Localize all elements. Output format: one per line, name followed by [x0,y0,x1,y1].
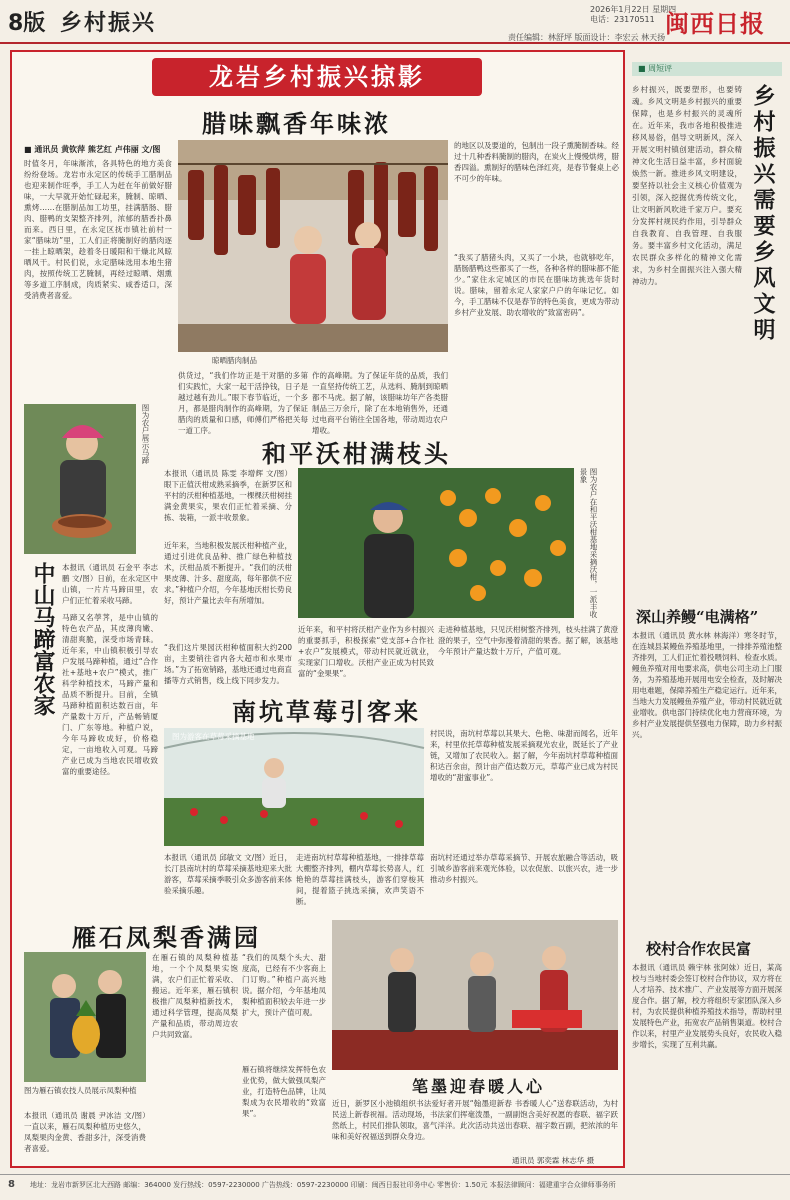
commentary-body: 乡村振兴，既要塑形，也要铸魂。乡风文明是乡村振兴的重要保障，也是乡村振兴的灵魂所在。近年来，我市各地积极推进移风易俗，倡导文明新风，深入开展文明村镇创建活动，群众精神文化生活日益丰富，乡村面貌焕然一新。推进乡风文明建设，要坚持以社会主义核心价值观为引领，深入挖掘优秀传统文化，让文明新风吹进千家万户。要充分发挥村规民约作用，引导群众自我教育、自我管理、自我服务。要丰富乡村文化活动，满足农民群众多样化的精神文化需求，为乡村全面振兴注入强大精神动力。 [632,85,742,286]
edition-number: 电话：23170511 [590,15,655,24]
water-chestnut-photo [24,404,136,554]
commentary-tag: ■ 周短评 [632,62,782,76]
article-byline: ■ 通讯员 黄钦萍 熊艺红 卢伟丽 文/图 [24,145,161,154]
main-feature [10,50,625,1168]
article-title-ma-ti: 中山马蹄富农家 [30,562,56,716]
page-number: 8版 [8,11,46,36]
article-body: 作的高峰期。为了保证年货的品质，我们一直坚持传统工艺，从选料、腌制到晾晒都不马虎。据了解，该腊味坊年产各类腊制品三万余斤，除了在本地销售外，还通过电商平台销往全国各地，带动周边农户增收。 [312,371,448,435]
article-title-la-wei: 腊味飘香年味浓 [202,109,391,138]
footer-info: 地址：龙岩市新罗区北大西路 邮编：364000 发行热线：0597-2230000 广告热线：0597-2230000 印刷：闽西日报社印务中心 零售价：1.50元 本报法律顾问：福建重宇合众律师事务所 [30,1181,616,1189]
article-body: 本报讯（通讯员 黄水林 林海洋）寒冬时节，在连城县某鳗鱼养殖基地里，一排排养殖池整齐排列，工人们正忙着投喂饲料、检查水质。鳗鱼养殖对用电要求高，供电公司主动上门服务，为养殖基地开展用电安全检查，及时解决用电难题，保障养殖生产稳定运行。近年来，当地大力发展鳗鱼养殖产业，带动村民就近就业增收。供电部门持续优化电力营商环境，为乡村产业发展提供坚强电力保障，助力乡村振兴。 [632,631,782,739]
article-body: 近年来，和平村将沃柑产业作为乡村振兴的重要抓手，积极探索“党支部+合作社+农户”发展模式，带动村民就近就业，实现家门口增收。沃柑产业正成为村民致富的“金果果”。 [298,625,434,678]
citrus-orchard-photo [298,468,574,618]
article-title-cao-mei: 南坑草莓引客来 [232,697,421,726]
article-body: 村民说，南坑村草莓以其果大、色艳、味甜而闻名，近年来，村里依托草莓种植发展采摘观光农业，既延长了产业链，又增加了农民收入。据了解，今年南坑村草莓种植面积达百余亩，预计亩产值达数万元，草莓产业已成为村民增收的“甜蜜事业”。 [430,729,618,782]
photo-caption: 图为农户展示马蹄 [141,404,150,464]
cured-meat-photo [178,140,448,352]
page-footer [0,1174,790,1200]
article-title-feng-li: 雁石凤梨香满园 [72,923,261,952]
photo-caption: 图为游客在草莓采摘基地 [172,732,255,741]
pineapple-photo [24,952,146,1082]
feature-title: 龙岩乡村振兴掠影 [152,58,482,96]
article-body: 时值冬月，年味渐浓，各具特色的地方美食纷纷登场。龙岩市永定区的传统手工腊制品也迎来制作旺季，手工人为赶在年前做好腊味，一大早就开始忙碌起来，腌制、晾晒、熏烤……在腊制品加工坊里，挂满腊肠、腊肉、腊鸭的支架整齐排列，浓郁的腊香扑鼻而来。西日里，在永定区抚市镇社前村一家“腊味坊”里，工人们正将腌制好的腊肉逐一挂上晾晒架，趁着冬日暖阳和干燥北风晾晒风干。村民们说，永定腊味选用本地生猪肉，按照传统工艺腌制，再经过晾晒、烟熏等多道工序制成，肉质紧实、咸香适口，深受消费者喜爱。 [24,159,172,300]
article-title-bi-mo: 笔墨迎春暖人心 [412,1077,546,1096]
article-title-coop: 校村合作农民富 [646,940,752,958]
photo-caption: 晾晒腊肉制品 [212,356,257,365]
article-body: 近年来，当地积极发展沃柑种植产业，通过引进优良品种、推广绿色种植技术，沃柑品质不断提升。“我们的沃柑果皮薄、汁多、甜度高，每年都供不应求。”种植户介绍，今年基地沃柑长势良好，预计产量比去年有所增加。 [164,541,292,605]
photo-caption: 图为雁石镇农技人员展示凤梨种植 [24,1086,137,1095]
article-title-wo-gan: 和平沃柑满枝头 [262,439,451,468]
right-column [632,50,782,1168]
article-body: 本报讯（通讯员 赖宇林 张阿妹）近日，某高校与当地村委会签订校村合作协议，双方将在人才培养、技术推广、产业发展等方面开展深度合作。据了解，校方将组织专家团队深入乡村，为农民提供种植养殖技术指导，帮助村里发展特色产业，拓宽农产品销售渠道。校村合作以来，村里产业发展势头良好，农民收入稳步增长，实现了互利共赢。 [632,963,782,1049]
article-byline: 本报讯（通讯员 邱敏文 文/图）近日，长汀县南坑村的草莓采摘基地迎来大批游客，草莓采摘季吸引众多游客前来体验采摘乐趣。 [164,853,292,895]
article-body: 供货过，“我们作坊正是干对腊的多第们实践忙，大家一起干活挣钱，日子是越过越有劲儿。”眼下春节临近，一个多月，都是腊肉制作的高峰期，为了保证腊肉的质量和口感，师傅们严格把关每一道工序。 [178,371,308,435]
article-body: 走进南坑村草莓种植基地，一排排草莓大棚整齐排列，棚内草莓长势喜人，红艳艳的草莓挂满枝头，游客们穿梭其间，提着篮子挑选采摘，欢声笑语不断。 [296,853,424,906]
footer-page-number: 8 [8,1179,15,1190]
article-byline: 本报讯（通讯员 石金平 李志鹏 文/图）日前，在永定区中山镇，一片片马蹄田里，农户们正忙着采收马蹄。 [62,563,158,605]
article-byline: 本报讯（通讯员 谢晨 尹冰洁 文/图）一直以来，雁石凤梨种植历史悠久，凤梨果肉金黄、香甜多汁，深受消费者喜爱。 [24,1111,146,1153]
editor-credit: 责任编辑：林舒坪 版面设计：李宏云 林天扬 [508,33,666,42]
article-body: 近日，新罗区小池镇组织书法爱好者开展“翰墨迎新春 书香暖人心”送春联活动，为村民送上新春祝福。活动现场，书法家们挥毫泼墨，一副副饱含美好祝愿的春联、福字跃然纸上，村民们排队领取，喜气洋洋。此次活动共送出春联、福字数百副，把浓浓的年味和美好祝福送到群众身边。 [332,1099,618,1141]
article-body: “我们的凤梨个头大、甜度高，已经有不少客商上门订购。”种植户高兴地说。据介绍，今年基地凤梨种植面积较去年进一步扩大，预计产值可观。 [242,953,326,1017]
newspaper-logo: 闽西日报 [665,9,765,38]
section-title: 乡村振兴 [60,11,157,36]
article-body: 的地区以及要道的，包制出一段子熏腌制香味。经过十几种香料腌制的腊肉，在炭火上慢慢烘烤，腊香四溢。熏制好的腊味色泽红亮，是春节餐桌上必不可少的年味。 [454,141,619,183]
calligraphy-event-photo [332,920,618,1070]
article-body: “我们这片果园沃柑种植面积大约200亩，主要销往省内各大超市和水果市场。”为了拓宽销路，基地还通过电商直播等方式销售，线上线下同步发力。 [164,643,292,685]
article-title-eel: 深山养鳗“电满格” [636,608,759,626]
photo-caption: 图为农户在和平沃柑基地采摘沃柑，一派丰收景象 [579,468,598,618]
article-body: 马蹄又名荸荠，是中山镇的特色农产品，其皮薄肉嫩、清甜爽脆，深受市场青睐。近年来，中山镇积极引导农户发展马蹄种植，通过“合作社+基地+农户”模式，推广科学种植技术，马蹄产量和品质不断提升。目前，全镇马蹄种植面积达数百亩，年产量数十万斤，产品畅销厦门、广东等地。种植户说，今年马蹄收成好，价格稳定，一亩地收入可观。马蹄产业已成为当地农民增收致富的重要途径。 [62,613,158,776]
article-body: 在雁石镇的凤梨种植基地，一个个凤梨果实饱满，农户们正忙着采收、搬运。近年来，雁石镇积极推广凤梨种植新技术，通过科学管理，提高凤梨产量和品质，带动周边农户共同致富。 [152,953,238,1039]
page-header [0,0,790,44]
article-body: 南坑村还通过举办草莓采摘节、开展农旅融合等活动，吸引城乡游客前来观光体验，以农促旅、以旅兴农，进一步推动乡村振兴。 [430,853,618,884]
article-body: 走进种植基地，只见沃柑树整齐排列，枝头挂满了黄澄澄的果子，空气中弥漫着清甜的果香。据了解，该基地今年预计产量达数十万斤，产值可观。 [438,625,618,656]
article-body: “我买了腊猪头肉，又买了一小块，也就够吃年，腊肠腊鸭这些都买了一些，各种各样的腊味都不能少。”家住永定城区的市民在腊味坊挑选年货时说。腊味，留着永定人家家户户的年味记忆。如今，手工腊味不仅是春节的特色美食，更成为带动乡村产业发展、助农增收的“致富密码”。 [454,253,619,317]
article-body: 雁石镇将继续发挥特色农业优势，做大做强凤梨产业，打造特色品牌，让凤梨成为农民增收的“致富果”。 [242,1065,326,1118]
article-byline: 本报讯（通讯员 陈雯 李增辉 文/图）眼下正值沃柑成熟采摘季，在新罗区和平村的沃柑种植基地，一棵棵沃柑树挂满金黄果实，果农们正忙着采摘、分拣、装箱，一派丰收景象。 [164,469,292,522]
photo-credit: 通讯员 郭奕霖 林志华 摄 [512,1156,595,1165]
strawberry-greenhouse-photo [164,728,424,846]
commentary-title: 乡村振兴需要乡风文明 [750,84,776,344]
issue-date: 2026年1月22日 星期四 [590,5,677,14]
